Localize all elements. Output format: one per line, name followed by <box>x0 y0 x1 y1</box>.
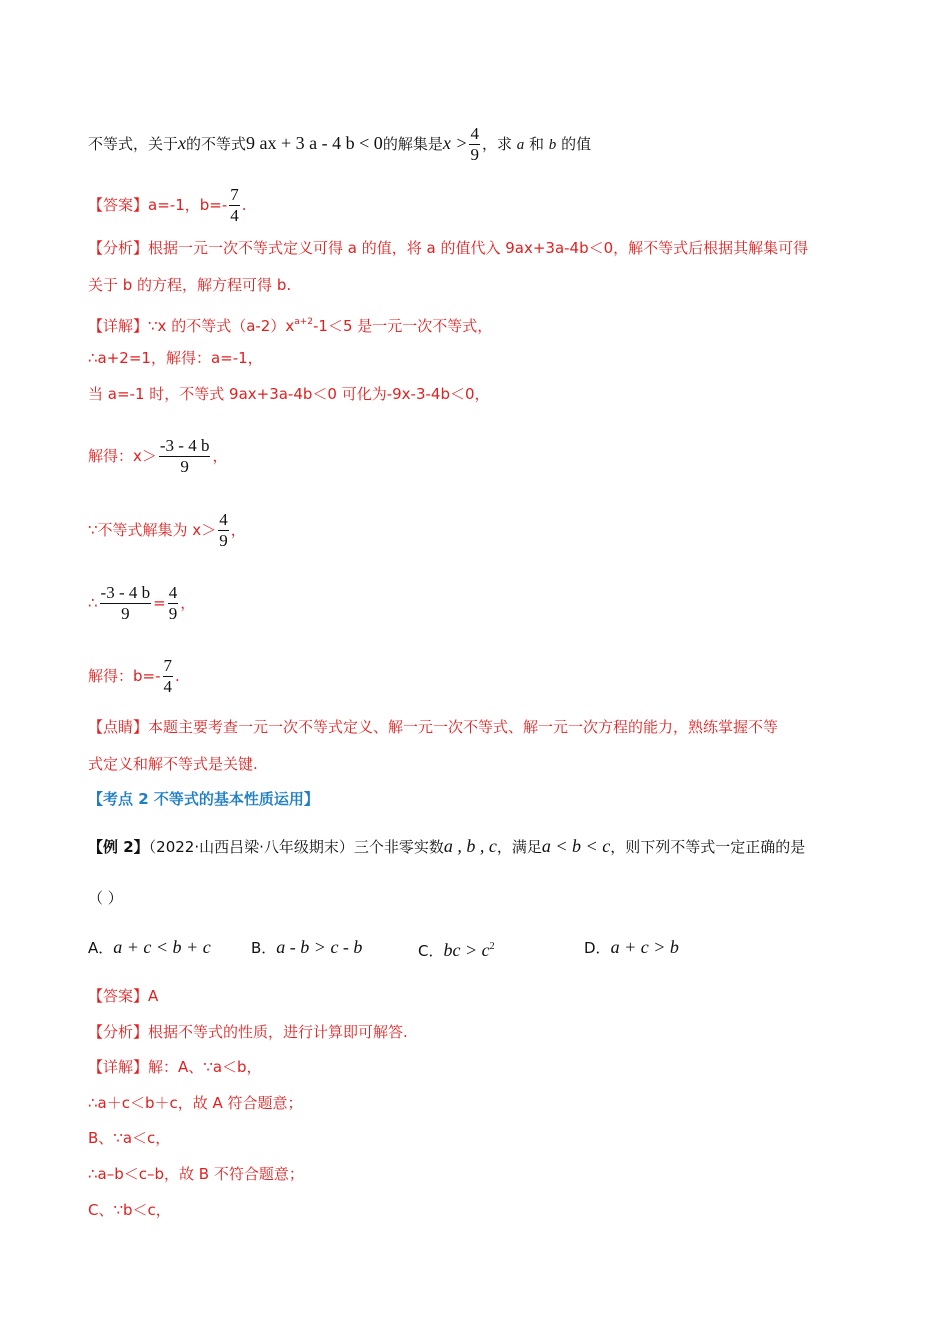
intro-inequality: 9 ax + 3 a - 4 b < 0 <box>246 133 383 153</box>
detail2-line-5: C、∵b＜c， <box>88 1201 171 1219</box>
detail2-line-3: B、∵a＜c， <box>88 1129 171 1147</box>
detail2-line-2: ∴a＋c＜b＋c，故 A 符合题意； <box>88 1094 303 1112</box>
detail-line-4: 解得：x＞ $\frac{-3 - 4 b}{9}$ ， <box>88 436 228 476</box>
detail2-line-4: ∴a–b＜c–b，故 B 不符合题意； <box>88 1165 304 1183</box>
detail-fraction-2: $\frac{4}{9}$ <box>219 510 228 550</box>
detail-line-6: ∴ $\frac{-3 - 4 b}{9}$ = $\frac{4}{9}$ ， <box>88 583 196 623</box>
detail-line-7: 解得：b=- $\frac{7}{4}$ . <box>88 656 180 696</box>
analysis-line-2: 关于 b 的方程，解方程可得 b. <box>88 276 292 294</box>
detail-line-5: ∵不等式解集为 x＞ $\frac{4}{9}$ ， <box>88 510 246 550</box>
option-a[interactable]: A．a + c < b + c <box>88 937 211 957</box>
analysis-line-1: 【分析】根据一元一次不等式定义可得 a 的值，将 a 的值代入 9ax+3a-4b＜0，解不等式后根据其解集可得 <box>88 239 809 257</box>
answer-fraction: $\frac{7}{4}$ <box>230 185 239 225</box>
comment-line-2: 式定义和解不等式是关键. <box>88 755 258 773</box>
detail-fraction-4: $\frac{4}{9}$ <box>168 583 178 623</box>
detail-line-3: 当 a=-1 时，不等式 9ax+3a-4b＜0 可化为-9x-3-4b＜0， <box>88 385 490 403</box>
example2-paren: （ ） <box>88 889 123 907</box>
detail-fraction-5: $\frac{7}{4}$ <box>163 656 173 696</box>
detail2-line-1: 【详解】解：A、∵a＜b， <box>88 1058 262 1076</box>
option-c[interactable]: C．bc > $c^2$ <box>418 940 495 960</box>
detail-line-2: ∴a+2=1，解得：a=-1， <box>88 349 263 367</box>
answer2-line: 【答案】A <box>88 987 159 1005</box>
section-title: 【考点 2 不等式的基本性质运用】 <box>88 790 319 808</box>
intro-line: 不等式，关于x的不等式9 ax + 3 a - 4 b < 0的解集是x > $\frac{4}{9}$ ，求 a 和 b 的值 <box>88 124 592 164</box>
answer-line: 【答案】a=-1，b=- $\frac{7}{4}$ . <box>88 185 247 225</box>
comment-line-1: 【点睛】本题主要考查一元一次不等式定义、解一元一次不等式、解一元一次方程的能力，熟练掌握不等 <box>88 718 779 736</box>
detail-fraction-3: $\frac{-3 - 4 b}{9}$ <box>100 583 151 623</box>
detail-fraction-1: $\frac{-3 - 4 b}{9}$ <box>159 436 210 476</box>
option-d[interactable]: D．a + c > b <box>584 937 679 957</box>
option-b[interactable]: B．a - b > c - b <box>251 937 363 957</box>
intro-fraction: $\frac{4}{9}$ <box>470 124 479 164</box>
detail-line-1: 【详解】∵x 的不等式$(a-2)x^{a+2}-1<5$ 是一元一次不等式， <box>88 317 493 335</box>
analysis2-line: 【分析】根据不等式的性质，进行计算即可解答. <box>88 1023 408 1041</box>
example2-line: 【例 2】（2022·山西吕梁·八年级期末）三个非零实数a , b , c，满足a < b < c，则下列不等式一定正确的是 <box>88 836 806 856</box>
